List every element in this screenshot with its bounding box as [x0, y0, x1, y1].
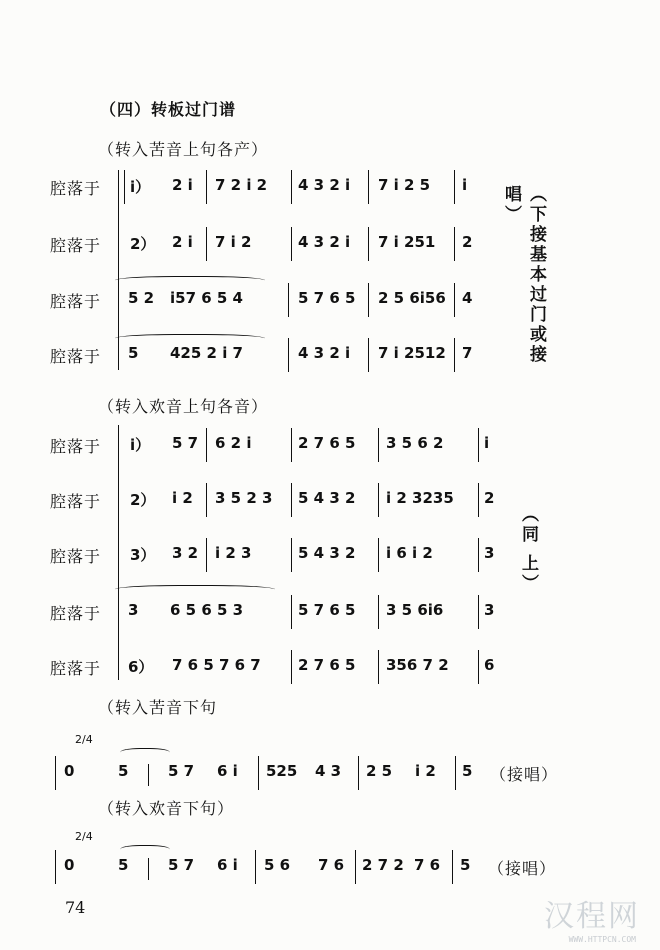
- barline: [288, 338, 289, 372]
- barline: [368, 170, 369, 204]
- barline: [478, 650, 479, 684]
- note-cell: 3 2: [172, 544, 199, 562]
- barline: [291, 428, 292, 462]
- barline: [452, 850, 453, 884]
- note-cell: 5 4 3 2: [298, 489, 356, 507]
- note-cell: i: [484, 434, 490, 452]
- note-cell: 6 5 6 5 3: [170, 601, 244, 619]
- barline: [206, 428, 207, 462]
- note-cell: 2）: [130, 235, 156, 253]
- note-cell: 3 5 2 3: [215, 489, 273, 507]
- section-heading-3: （转入苦音下句: [98, 698, 218, 717]
- note-cell: 2 i: [172, 233, 193, 251]
- score-row: [0, 540, 660, 572]
- melody-line: [0, 758, 660, 790]
- row-label: 腔落于: [50, 659, 102, 678]
- note-cell: 2 7 2: [362, 856, 404, 874]
- note-cell: 2 7 6 5: [298, 434, 356, 452]
- section-heading-1: （转入苦音上句各产）: [98, 140, 269, 159]
- barline: [358, 756, 359, 790]
- note-cell: 5 7 6 5: [298, 601, 356, 619]
- barline: [291, 650, 292, 684]
- note-cell: 2 5: [366, 762, 393, 780]
- barline: [148, 764, 149, 786]
- barline: [378, 650, 379, 684]
- note-cell: 5 7: [172, 434, 199, 452]
- section-heading-2: （转入欢音上句各音）: [98, 397, 269, 416]
- barline: [206, 538, 207, 572]
- barline: [206, 227, 207, 261]
- note-cell: 7 2 i 2: [215, 176, 268, 194]
- barline: [291, 170, 292, 204]
- row-label: 腔落于: [50, 604, 102, 623]
- slur: [115, 585, 275, 596]
- score-row: [0, 285, 660, 317]
- page-number: 74: [65, 898, 86, 917]
- barline: [378, 595, 379, 629]
- barline: [454, 283, 455, 317]
- barline: [55, 756, 56, 790]
- note-cell: 3: [484, 601, 495, 619]
- note-cell: 7 i 251: [378, 233, 436, 251]
- note-cell: 2 7 6 5: [298, 656, 356, 674]
- note-cell: i 2 3235: [386, 489, 454, 507]
- row-label: 腔落于: [50, 347, 102, 366]
- barline: [454, 227, 455, 261]
- note-cell: 2 5 6i56: [378, 289, 446, 307]
- barline: [355, 850, 356, 884]
- watermark-logo: 汉程网: [544, 899, 640, 934]
- note-cell: 3 5 6 2: [386, 434, 444, 452]
- melody-line: [0, 852, 660, 884]
- note-cell: i57 6 5 4: [170, 289, 243, 307]
- time-signature: 2/4: [75, 830, 93, 843]
- note-cell: i 2 3: [215, 544, 252, 562]
- slur: [120, 748, 170, 759]
- barline: [55, 850, 56, 884]
- time-signature: 2/4: [75, 733, 93, 746]
- note-cell: 5 7 6 5: [298, 289, 356, 307]
- barline: [291, 483, 292, 517]
- barline: [291, 538, 292, 572]
- note-cell: 3: [484, 544, 495, 562]
- barline: [288, 283, 289, 317]
- note-cell: 6: [484, 656, 495, 674]
- end-note: （接唱）: [488, 859, 557, 878]
- barline: [368, 338, 369, 372]
- page-title: （四）转板过门谱: [100, 100, 237, 119]
- barline: [478, 483, 479, 517]
- barline: [291, 595, 292, 629]
- note-cell: 4 3: [315, 762, 342, 780]
- barline: [454, 338, 455, 372]
- note-cell: 4 3 2 i: [298, 344, 351, 362]
- note-cell: i）: [130, 178, 151, 196]
- note-cell: 2）: [130, 491, 156, 509]
- barline: [206, 483, 207, 517]
- note-cell: 2: [484, 489, 495, 507]
- note-cell: i 2: [415, 762, 436, 780]
- note-cell: 0: [64, 762, 75, 780]
- note-cell: 6 i: [217, 856, 238, 874]
- watermark-url: WWW.HTTPCN.COM: [568, 935, 636, 944]
- note-cell: i 2: [172, 489, 193, 507]
- note-cell: 5: [128, 344, 139, 362]
- barline: [378, 428, 379, 462]
- barline: [478, 428, 479, 462]
- note-cell: 3 5 6i6: [386, 601, 444, 619]
- note-cell: i: [462, 176, 468, 194]
- row-label: 腔落于: [50, 236, 102, 255]
- note-cell: 5: [462, 762, 473, 780]
- note-cell: 3）: [130, 546, 156, 564]
- note-cell: 525: [266, 762, 298, 780]
- note-cell: 5 2: [128, 289, 155, 307]
- score-row: [0, 172, 660, 204]
- end-note: （接唱）: [490, 765, 559, 784]
- score-row: [0, 485, 660, 517]
- note-cell: 4: [462, 289, 473, 307]
- barline: [378, 483, 379, 517]
- note-cell: 4 3 2 i: [298, 233, 351, 251]
- note-cell: 5 4 3 2: [298, 544, 356, 562]
- barline: [148, 858, 149, 880]
- row-label: 腔落于: [50, 292, 102, 311]
- score-row: [0, 430, 660, 462]
- barline: [368, 227, 369, 261]
- score-row: [0, 340, 660, 372]
- note-cell: 2: [462, 233, 473, 251]
- row-label: 腔落于: [50, 179, 102, 198]
- score-row: [0, 229, 660, 261]
- slur: [120, 845, 170, 856]
- note-cell: 6 i: [217, 762, 238, 780]
- note-cell: 5 6: [264, 856, 291, 874]
- note-cell: 6 2 i: [215, 434, 252, 452]
- barline: [454, 170, 455, 204]
- note-cell: 5 7: [168, 856, 195, 874]
- note-cell: i）: [130, 436, 151, 454]
- barline: [124, 170, 125, 204]
- note-cell: 7 i 2512: [378, 344, 446, 362]
- barline: [206, 170, 207, 204]
- row-label: 腔落于: [50, 492, 102, 511]
- barline: [291, 227, 292, 261]
- note-cell: 7: [462, 344, 473, 362]
- note-cell: 5: [460, 856, 471, 874]
- note-cell: 3: [128, 601, 139, 619]
- note-cell: 5: [118, 856, 129, 874]
- side-note: （下接基本过门或接唱）: [501, 185, 546, 365]
- note-cell: 7 6 5 7 6 7: [172, 656, 261, 674]
- note-cell: 356 7 2: [386, 656, 449, 674]
- barline: [478, 538, 479, 572]
- note-cell: 5 7: [168, 762, 195, 780]
- note-cell: 6）: [128, 658, 154, 676]
- section-heading-4: （转入欢音下句）: [98, 799, 235, 818]
- note-cell: 0: [64, 856, 75, 874]
- barline: [478, 595, 479, 629]
- barline: [255, 850, 256, 884]
- note-cell: 2 i: [172, 176, 193, 194]
- note-cell: 425 2 i 7: [170, 344, 243, 362]
- row-label: 腔落于: [50, 437, 102, 456]
- barline: [368, 283, 369, 317]
- note-cell: 4 3 2 i: [298, 176, 351, 194]
- barline: [378, 538, 379, 572]
- barline: [455, 756, 456, 790]
- side-note: （同 上）: [518, 505, 538, 594]
- note-cell: 7 i 2: [215, 233, 252, 251]
- note-cell: 7 6: [318, 856, 345, 874]
- note-cell: 5: [118, 762, 129, 780]
- row-label: 腔落于: [50, 547, 102, 566]
- barline: [258, 756, 259, 790]
- note-cell: 7 6: [414, 856, 441, 874]
- note-cell: 7 i 2 5: [378, 176, 431, 194]
- score-row: [0, 652, 660, 684]
- note-cell: i 6 i 2: [386, 544, 433, 562]
- score-row: [0, 597, 660, 629]
